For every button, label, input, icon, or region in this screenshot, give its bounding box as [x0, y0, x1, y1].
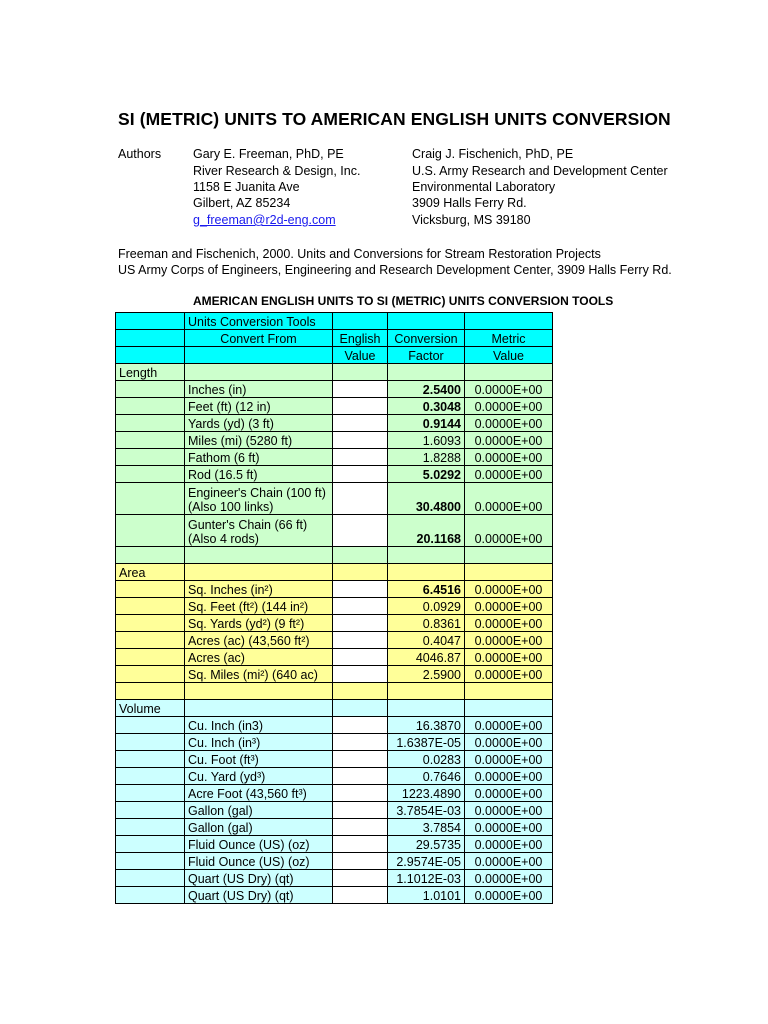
conversion-factor: 1.6093	[388, 432, 465, 449]
conversion-factor: 0.4047	[388, 632, 465, 649]
metric-value: 0.0000E+00	[465, 802, 553, 819]
cell	[116, 347, 185, 364]
citation-line1: Freeman and Fischenich, 2000. Units and Conversions for Stream Restoration Projects	[118, 247, 601, 261]
conversion-factor: 2.9574E-05	[388, 853, 465, 870]
header-row-3	[116, 347, 553, 364]
section-label-volume: Volume	[116, 700, 185, 717]
header-convert-from: Convert From	[185, 330, 333, 347]
cell	[116, 802, 185, 819]
english-value-input[interactable]	[333, 819, 388, 836]
author2-city: Vicksburg, MS 39180	[412, 213, 531, 227]
unit-label-line1: Gunter's Chain (66 ft)	[188, 518, 308, 532]
unit-label: Feet (ft) (12 in)	[185, 398, 333, 415]
english-value-input[interactable]	[333, 581, 388, 598]
cell	[116, 649, 185, 666]
english-value-input[interactable]	[333, 483, 388, 515]
cell	[333, 313, 388, 330]
section-label-length: Length	[116, 364, 185, 381]
cell	[116, 398, 185, 415]
conversion-factor: 4046.87	[388, 649, 465, 666]
cell	[333, 683, 388, 700]
unit-label: Sq. Yards (yd²) (9 ft²)	[185, 615, 333, 632]
metric-value: 0.0000E+00	[465, 483, 553, 515]
conversion-factor: 1.6387E-05	[388, 734, 465, 751]
header-factor: Factor	[388, 347, 465, 364]
english-value-input[interactable]	[333, 415, 388, 432]
cell	[116, 751, 185, 768]
english-value-input[interactable]	[333, 615, 388, 632]
cell	[185, 347, 333, 364]
english-value-input[interactable]	[333, 432, 388, 449]
unit-label: Rod (16.5 ft)	[185, 466, 333, 483]
unit-label: Sq. Miles (mi²) (640 ac)	[185, 666, 333, 683]
header-row-1	[116, 313, 553, 330]
cell	[333, 564, 388, 581]
metric-value: 0.0000E+00	[465, 398, 553, 415]
author2-street: 3909 Halls Ferry Rd.	[412, 196, 527, 210]
metric-value: 0.0000E+00	[465, 734, 553, 751]
table-row	[116, 802, 553, 819]
cell	[185, 564, 333, 581]
cell	[388, 564, 465, 581]
metric-value: 0.0000E+00	[465, 870, 553, 887]
cell	[116, 887, 185, 904]
cell	[116, 836, 185, 853]
english-value-input[interactable]	[333, 768, 388, 785]
metric-value: 0.0000E+00	[465, 649, 553, 666]
cell	[185, 547, 333, 564]
metric-value: 0.0000E+00	[465, 415, 553, 432]
section-row-volume	[116, 700, 553, 717]
cell	[388, 547, 465, 564]
metric-value: 0.0000E+00	[465, 515, 553, 547]
metric-value: 0.0000E+00	[465, 768, 553, 785]
unit-label: Cu. Foot (ft³)	[185, 751, 333, 768]
metric-value: 0.0000E+00	[465, 853, 553, 870]
conversion-factor: 20.1168	[388, 515, 465, 547]
metric-value: 0.0000E+00	[465, 466, 553, 483]
cell	[116, 415, 185, 432]
unit-label: Sq. Feet (ft²) (144 in²)	[185, 598, 333, 615]
english-value-input[interactable]	[333, 734, 388, 751]
metric-value: 0.0000E+00	[465, 785, 553, 802]
cell	[116, 432, 185, 449]
unit-label-line2: (Also 100 links)	[188, 500, 274, 514]
cell	[116, 666, 185, 683]
english-value-input[interactable]	[333, 632, 388, 649]
unit-label: Gallon (gal)	[185, 819, 333, 836]
table-row	[116, 887, 553, 904]
table-row	[116, 415, 553, 432]
conversion-factor: 0.8361	[388, 615, 465, 632]
cell	[465, 700, 553, 717]
conversion-factor: 1.8288	[388, 449, 465, 466]
table-row	[116, 870, 553, 887]
unit-label: Miles (mi) (5280 ft)	[185, 432, 333, 449]
conversion-factor: 2.5400	[388, 381, 465, 398]
english-value-input[interactable]	[333, 381, 388, 398]
table-row	[116, 466, 553, 483]
citation-line2: US Army Corps of Engineers, Engineering and Research Development Center, 3909 Halls Ferry Rd.	[118, 263, 672, 277]
unit-label: Fathom (6 ft)	[185, 449, 333, 466]
cell	[333, 547, 388, 564]
cell	[465, 564, 553, 581]
header-english: English	[333, 330, 388, 347]
english-value-input[interactable]	[333, 598, 388, 615]
conversion-factor: 0.3048	[388, 398, 465, 415]
header-tools-title: Units Conversion Tools	[185, 313, 333, 330]
header-metric: Metric	[465, 330, 553, 347]
cell	[116, 330, 185, 347]
conversion-factor: 1223.4890	[388, 785, 465, 802]
english-value-input[interactable]	[333, 802, 388, 819]
unit-label: Acres (ac) (43,560 ft²)	[185, 632, 333, 649]
unit-label: Sq. Inches (in²)	[185, 581, 333, 598]
cell	[388, 313, 465, 330]
header-metric-value: Value	[465, 347, 553, 364]
unit-label: Gallon (gal)	[185, 802, 333, 819]
conversion-factor: 5.0292	[388, 466, 465, 483]
table-row	[116, 381, 553, 398]
cell	[116, 734, 185, 751]
cell	[116, 581, 185, 598]
header-english-value: Value	[333, 347, 388, 364]
table-row	[116, 785, 553, 802]
cell	[116, 466, 185, 483]
table-row	[116, 432, 553, 449]
spacer-row	[116, 547, 553, 564]
author2-lab: Environmental Laboratory	[412, 180, 556, 194]
table-subtitle: AMERICAN ENGLISH UNITS TO SI (METRIC) UNITS CONVERSION TOOLS	[193, 294, 614, 308]
author1-company: River Research & Design, Inc.	[193, 164, 361, 178]
cell	[116, 483, 185, 515]
table-row	[116, 632, 553, 649]
cell	[116, 683, 185, 700]
cell	[465, 364, 553, 381]
metric-value: 0.0000E+00	[465, 581, 553, 598]
conversion-factor: 16.3870	[388, 717, 465, 734]
conversion-factor: 30.4800	[388, 483, 465, 515]
cell	[116, 853, 185, 870]
cell	[116, 313, 185, 330]
section-row-area	[116, 564, 553, 581]
author1-street: 1158 E Juanita Ave	[193, 180, 300, 194]
cell	[333, 364, 388, 381]
conversion-factor: 29.5735	[388, 836, 465, 853]
table-row	[116, 449, 553, 466]
unit-label: Cu. Inch (in³)	[185, 734, 333, 751]
unit-label	[185, 483, 333, 515]
conversion-factor: 1.0101	[388, 887, 465, 904]
english-value-input[interactable]	[333, 870, 388, 887]
english-value-input[interactable]	[333, 449, 388, 466]
cell	[116, 598, 185, 615]
unit-label: Cu. Yard (yd³)	[185, 768, 333, 785]
metric-value: 0.0000E+00	[465, 381, 553, 398]
table-row	[116, 483, 553, 515]
english-value-input[interactable]	[333, 666, 388, 683]
unit-label	[185, 515, 333, 547]
cell	[116, 547, 185, 564]
author2-organization: U.S. Army Research and Development Center	[412, 164, 668, 178]
authors-label: Authors	[118, 147, 162, 161]
english-value-input[interactable]	[333, 751, 388, 768]
cell	[116, 615, 185, 632]
english-value-input[interactable]	[333, 887, 388, 904]
author1-name: Gary E. Freeman, PhD, PE	[193, 147, 344, 161]
conversion-factor: 3.7854E-03	[388, 802, 465, 819]
english-value-input[interactable]	[333, 515, 388, 547]
unit-label: Quart (US Dry) (qt)	[185, 870, 333, 887]
table-row	[116, 734, 553, 751]
table-row	[116, 615, 553, 632]
cell	[116, 449, 185, 466]
cell	[388, 364, 465, 381]
section-row-length	[116, 364, 553, 381]
conversion-table	[115, 312, 553, 904]
document-title: SI (METRIC) UNITS TO AMERICAN ENGLISH UNITS CONVERSION	[118, 109, 671, 129]
metric-value: 0.0000E+00	[465, 666, 553, 683]
table-row	[116, 581, 553, 598]
unit-label: Yards (yd) (3 ft)	[185, 415, 333, 432]
cell	[388, 683, 465, 700]
table-row	[116, 717, 553, 734]
cell	[116, 768, 185, 785]
cell	[116, 515, 185, 547]
cell	[116, 785, 185, 802]
cell	[465, 683, 553, 700]
metric-value: 0.0000E+00	[465, 615, 553, 632]
table-row	[116, 598, 553, 615]
english-value-input[interactable]	[333, 717, 388, 734]
header-conversion: Conversion	[388, 330, 465, 347]
metric-value: 0.0000E+00	[465, 751, 553, 768]
unit-label: Acres (ac)	[185, 649, 333, 666]
conversion-factor: 0.0283	[388, 751, 465, 768]
unit-label: Cu. Inch (in3)	[185, 717, 333, 734]
conversion-factor: 3.7854	[388, 819, 465, 836]
unit-label: Fluid Ounce (US) (oz)	[185, 836, 333, 853]
cell	[116, 819, 185, 836]
table-row	[116, 853, 553, 870]
cell	[388, 700, 465, 717]
header-row-2	[116, 330, 553, 347]
metric-value: 0.0000E+00	[465, 632, 553, 649]
metric-value: 0.0000E+00	[465, 887, 553, 904]
unit-label: Acre Foot (43,560 ft³)	[185, 785, 333, 802]
table-row	[116, 515, 553, 547]
metric-value: 0.0000E+00	[465, 717, 553, 734]
conversion-factor: 1.1012E-03	[388, 870, 465, 887]
table-row	[116, 819, 553, 836]
english-value-input[interactable]	[333, 398, 388, 415]
cell	[116, 717, 185, 734]
cell	[185, 700, 333, 717]
english-value-input[interactable]	[333, 466, 388, 483]
conversion-factor: 0.0929	[388, 598, 465, 615]
unit-label: Fluid Ounce (US) (oz)	[185, 853, 333, 870]
metric-value: 0.0000E+00	[465, 449, 553, 466]
english-value-input[interactable]	[333, 853, 388, 870]
conversion-factor: 6.4516	[388, 581, 465, 598]
table-row	[116, 666, 553, 683]
unit-label-line1: Engineer's Chain (100 ft)	[188, 486, 326, 500]
table-row	[116, 751, 553, 768]
metric-value: 0.0000E+00	[465, 836, 553, 853]
cell	[185, 683, 333, 700]
cell	[333, 700, 388, 717]
spacer-row	[116, 683, 553, 700]
metric-value: 0.0000E+00	[465, 432, 553, 449]
table-row	[116, 836, 553, 853]
cell	[465, 313, 553, 330]
cell	[465, 547, 553, 564]
unit-label: Quart (US Dry) (qt)	[185, 887, 333, 904]
section-label-area: Area	[116, 564, 185, 581]
english-value-input[interactable]	[333, 649, 388, 666]
english-value-input[interactable]	[333, 785, 388, 802]
metric-value: 0.0000E+00	[465, 819, 553, 836]
cell	[116, 870, 185, 887]
cell	[185, 364, 333, 381]
conversion-factor: 0.9144	[388, 415, 465, 432]
unit-label: Inches (in)	[185, 381, 333, 398]
table-row	[116, 768, 553, 785]
conversion-factor: 2.5900	[388, 666, 465, 683]
unit-label-line2: (Also 4 rods)	[188, 532, 259, 546]
cell	[116, 381, 185, 398]
author2-name: Craig J. Fischenich, PhD, PE	[412, 147, 574, 161]
author1-city: Gilbert, AZ 85234	[193, 196, 291, 210]
conversion-factor: 0.7646	[388, 768, 465, 785]
metric-value: 0.0000E+00	[465, 598, 553, 615]
table-row	[116, 649, 553, 666]
table-row	[116, 398, 553, 415]
english-value-input[interactable]	[333, 836, 388, 853]
cell	[116, 632, 185, 649]
author1-email-link[interactable]: g_freeman@r2d-eng.com	[193, 213, 336, 227]
